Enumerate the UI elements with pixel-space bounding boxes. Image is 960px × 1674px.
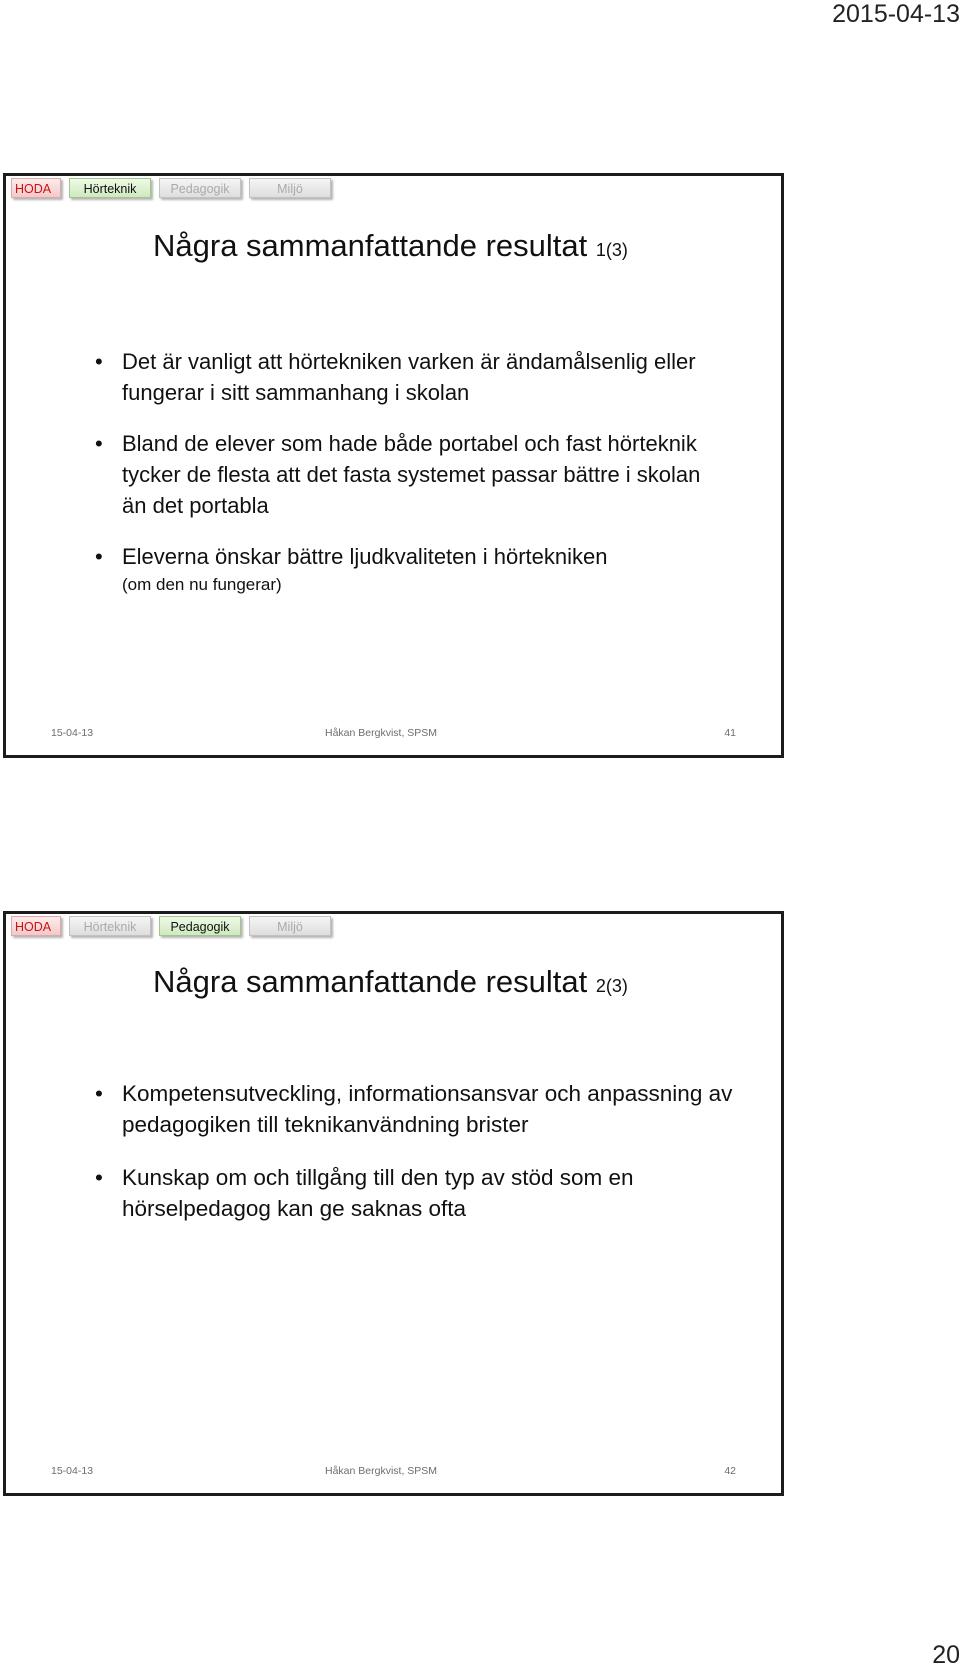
footer-slide-number: 42 <box>724 1465 736 1477</box>
bullet-text: Det är vanligt att hörtekniken varken är ändamålsenlig eller fungerar i sitt sammanhang i skolan <box>122 349 696 405</box>
bullet-text: Kompetensutveckling, informationsansvar och anpassning av pedagogiken till teknikanvändning brister <box>122 1081 733 1137</box>
page-date: 2015-04-13 <box>832 0 960 28</box>
nav-tab-horteknik[interactable]: Hörteknik <box>69 178 151 198</box>
bullet-list <box>94 1078 734 1246</box>
nav-tab-pedagogik[interactable]: Pedagogik <box>159 178 241 198</box>
slide-title-part: 2(3) <box>595 976 628 996</box>
bullet-item <box>94 346 714 408</box>
bullet-text: Eleverna önskar bättre ljudkvaliteten i hörtekniken <box>122 544 608 569</box>
slide-title-text: Några sammanfattande resultat <box>153 964 588 999</box>
footer-author: Håkan Bergkvist, SPSM <box>325 1465 438 1477</box>
nav-hoda-button[interactable]: HODA <box>11 178 61 198</box>
slide-title <box>153 228 628 264</box>
bullet-list <box>94 346 714 618</box>
bullet-item <box>94 1162 734 1224</box>
footer-date: 15-04-13 <box>51 1465 94 1477</box>
slide-title-part: 1(3) <box>595 240 628 260</box>
nav-tab-horteknik[interactable]: Hörteknik <box>69 916 151 936</box>
nav-tab-miljo[interactable]: Miljö <box>249 178 331 198</box>
nav-tab-pedagogik[interactable]: Pedagogik <box>159 916 241 936</box>
footer-author: Håkan Bergkvist, SPSM <box>325 727 438 739</box>
nav-tab-miljo[interactable]: Miljö <box>249 916 331 936</box>
footer-date: 15-04-13 <box>51 727 94 739</box>
bullet-item <box>94 541 714 598</box>
footer-slide-number: 41 <box>724 727 736 739</box>
slide-42 <box>3 911 784 1496</box>
bullet-text: Kunskap om och tillgång till den typ av stöd som en hörselpedagog kan ge saknas ofta <box>122 1165 634 1221</box>
nav-hoda-button[interactable]: HODA <box>11 916 61 936</box>
slide-footer <box>6 1465 781 1479</box>
bullet-note: (om den nu fungerar) <box>122 575 282 594</box>
slide-title <box>153 964 628 1000</box>
slide-title-text: Några sammanfattande resultat <box>153 228 588 263</box>
bullet-item <box>94 1078 734 1140</box>
slide-footer <box>6 727 781 741</box>
bullet-text: Bland de elever som hade både portabel och fast hörteknik tycker de flesta att det fasta systemet passar bättre i skolan än det portabla <box>122 431 701 518</box>
slide-41 <box>3 173 784 758</box>
bullet-item <box>94 428 714 521</box>
page-number: 20 <box>932 1641 960 1669</box>
